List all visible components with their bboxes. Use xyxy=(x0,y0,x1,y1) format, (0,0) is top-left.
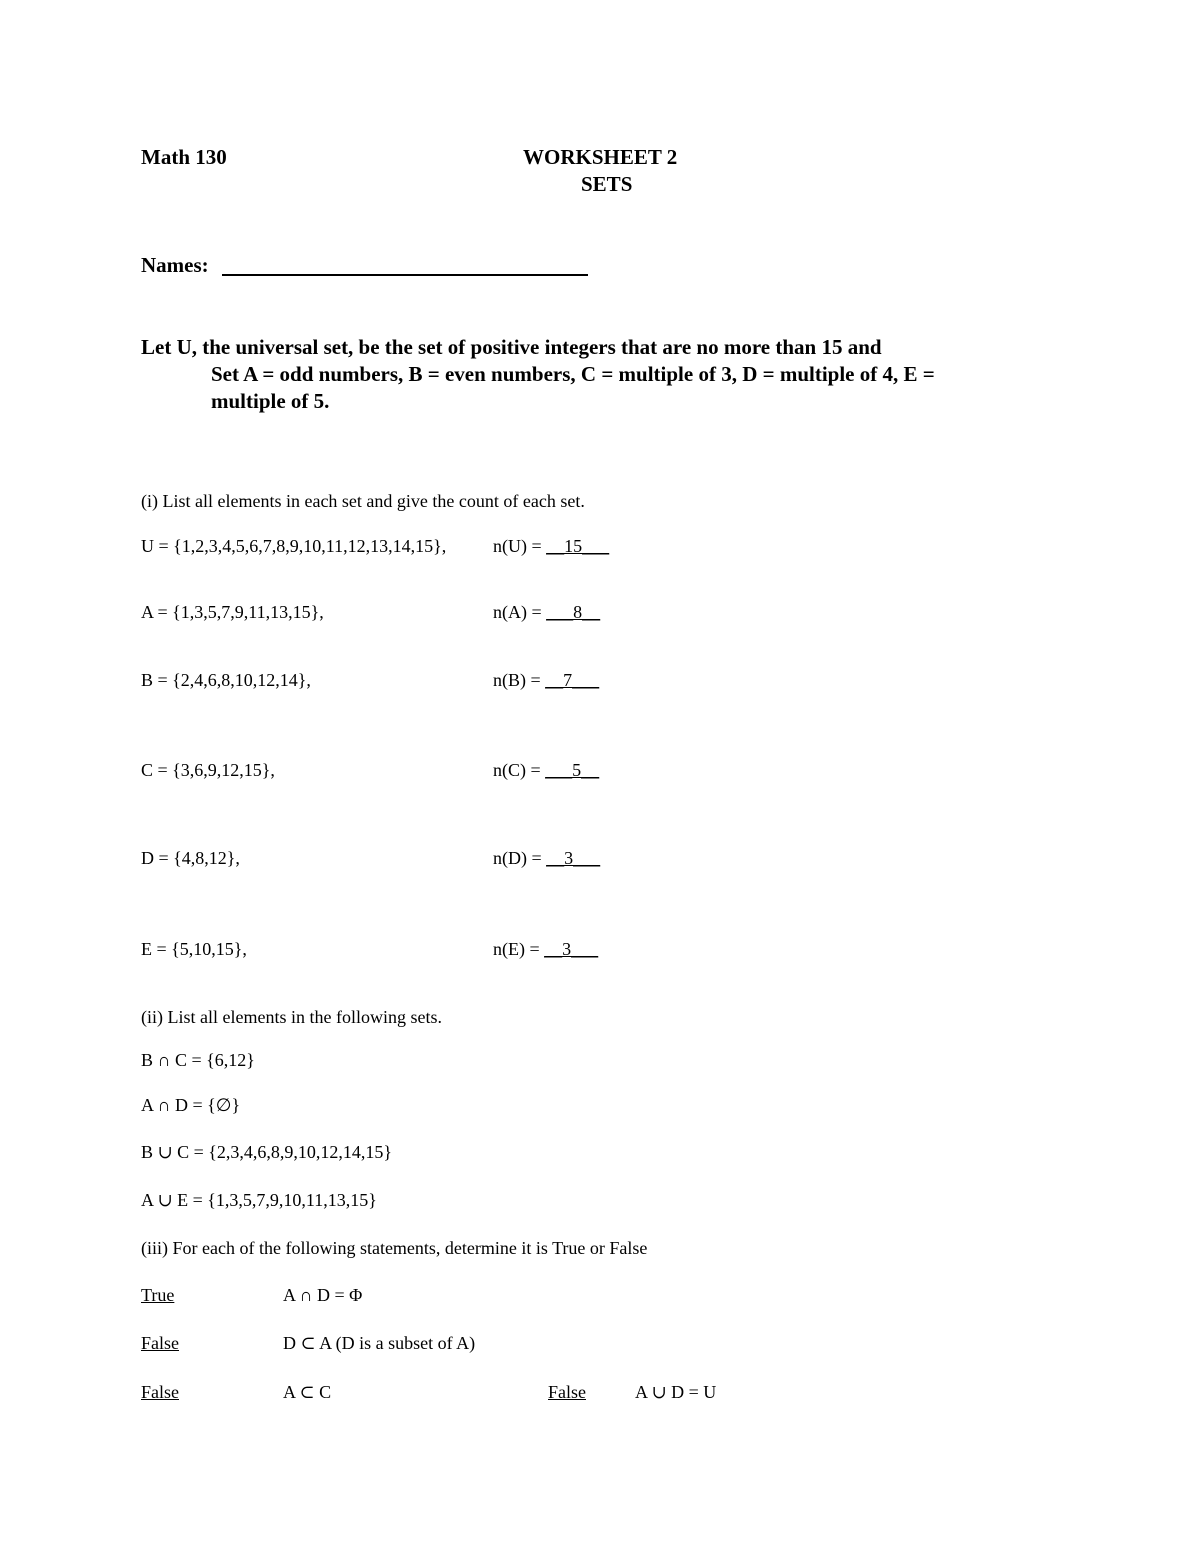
count-u-label: n(U) = xyxy=(493,536,547,556)
set-e-definition: E = {5,10,15}, xyxy=(141,939,247,959)
statement-1-answer: True xyxy=(141,1285,175,1305)
statement-2-answer: False xyxy=(141,1333,179,1353)
count-d-label: n(D) = xyxy=(493,848,547,868)
intro-line-1: Let U, the universal set, be the set of positive integers that are no more than 15 and xyxy=(141,335,882,359)
part1-heading: (i) List all elements in each set and give the count of each set. xyxy=(141,491,585,511)
count-b xyxy=(493,670,599,691)
a-intersect-d: A ∩ D = {∅} xyxy=(141,1095,241,1115)
count-a-label: n(A) = xyxy=(493,602,547,622)
intro-line-2: Set A = odd numbers, B = even numbers, C = multiple of 3, D = multiple of 4, E = xyxy=(211,362,935,386)
count-d-value: __3___ xyxy=(546,848,601,868)
count-u xyxy=(493,536,609,557)
worksheet-subtitle: SETS xyxy=(581,172,633,196)
count-a xyxy=(493,602,600,623)
count-c-value: ___5__ xyxy=(545,760,600,780)
set-u-definition: U = {1,2,3,4,5,6,7,8,9,10,11,12,13,14,15}, xyxy=(141,536,447,556)
b-intersect-c: B ∩ C = {6,12} xyxy=(141,1050,255,1070)
names-blank-line[interactable] xyxy=(222,254,588,276)
a-union-e: A ∪ E = {1,3,5,7,9,10,11,13,15} xyxy=(141,1190,377,1210)
set-a-definition: A = {1,3,5,7,9,11,13,15}, xyxy=(141,602,324,622)
intro-line-3: multiple of 5. xyxy=(211,389,330,413)
worksheet-title: WORKSHEET 2 xyxy=(523,145,678,169)
set-c-definition: C = {3,6,9,12,15}, xyxy=(141,760,275,780)
part3-heading: (iii) For each of the following statements, determine it is True or False xyxy=(141,1238,648,1258)
statement-1-text: A ∩ D = Φ xyxy=(283,1285,363,1305)
b-union-c: B ∪ C = {2,3,4,6,8,9,10,12,14,15} xyxy=(141,1142,393,1162)
set-d-definition: D = {4,8,12}, xyxy=(141,848,240,868)
count-u-value: __15___ xyxy=(546,536,610,556)
statement-2-text: D ⊂ A (D is a subset of A) xyxy=(283,1333,476,1353)
count-e xyxy=(493,939,598,960)
count-b-label: n(B) = xyxy=(493,670,546,690)
statement-4-text: A ∪ D = U xyxy=(635,1382,717,1402)
statement-3-answer: False xyxy=(141,1382,179,1402)
count-c xyxy=(493,760,599,781)
count-a-value: ___8__ xyxy=(546,602,601,622)
statement-3-text: A ⊂ C xyxy=(283,1382,332,1402)
count-e-value: __3___ xyxy=(544,939,599,959)
count-e-label: n(E) = xyxy=(493,939,545,959)
count-d xyxy=(493,848,600,869)
statement-4-answer: False xyxy=(548,1382,586,1402)
set-b-definition: B = {2,4,6,8,10,12,14}, xyxy=(141,670,311,690)
names-label: Names: xyxy=(141,253,209,277)
count-c-label: n(C) = xyxy=(493,760,546,780)
count-b-value: __7___ xyxy=(545,670,600,690)
part2-heading: (ii) List all elements in the following sets. xyxy=(141,1007,442,1027)
course-name: Math 130 xyxy=(141,145,227,169)
